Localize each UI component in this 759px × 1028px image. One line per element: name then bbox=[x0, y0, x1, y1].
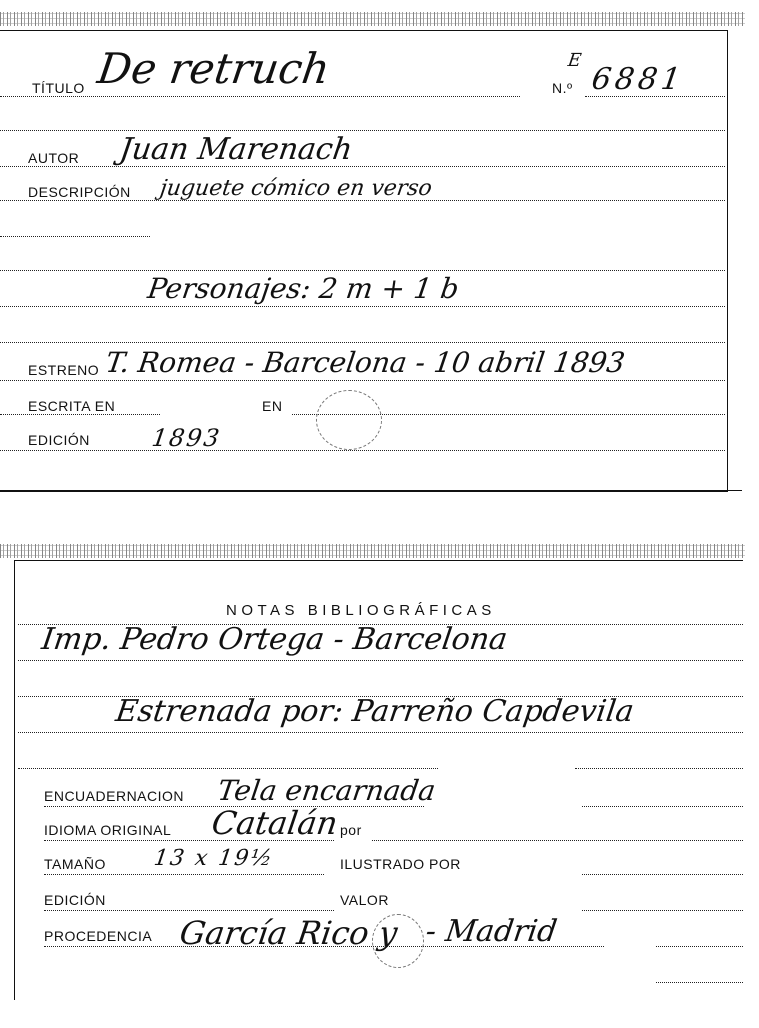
idioma-label: IDIOMA ORIGINAL bbox=[44, 822, 172, 838]
edicion2-line bbox=[44, 910, 334, 911]
stamp-mark bbox=[316, 390, 382, 450]
procedencia-value-2: - Madrid bbox=[423, 914, 560, 949]
autor-value: Juan Marenach bbox=[117, 132, 355, 167]
titulo-value: De retruch bbox=[94, 44, 333, 93]
tamano-label: TAMAÑO bbox=[44, 856, 106, 872]
autor-label: AUTOR bbox=[28, 150, 80, 166]
numero-super: E bbox=[566, 50, 583, 71]
personajes-line bbox=[0, 306, 725, 307]
estreno-value: T. Romea - Barcelona - 10 abril 1893 bbox=[103, 346, 628, 379]
nota-1: Imp. Pedro Ortega - Barcelona bbox=[39, 622, 510, 657]
descripcion-value: juguete cómico en verso bbox=[158, 176, 434, 201]
estreno-label: ESTRENO bbox=[28, 362, 100, 378]
nota-rule-3 bbox=[18, 732, 743, 733]
nota-rule-4 bbox=[18, 768, 438, 769]
nota-rule-1 bbox=[18, 660, 743, 661]
por-label: por bbox=[340, 822, 362, 838]
edicion-label: EDICIÓN bbox=[28, 432, 90, 448]
idioma-line bbox=[44, 840, 334, 841]
nota-2: Estrenada por: Parreño Capdevila bbox=[113, 694, 637, 729]
numero-line bbox=[585, 96, 725, 97]
numero-value: 6881 bbox=[589, 62, 687, 97]
procedencia-line bbox=[44, 946, 604, 947]
procedencia-line-2 bbox=[656, 982, 743, 983]
scan-edge-top bbox=[0, 12, 745, 26]
scan-edge-middle bbox=[0, 544, 745, 558]
idioma-value: Catalán bbox=[209, 804, 341, 842]
numero-label: N.º bbox=[552, 80, 573, 96]
stamp-mark-2 bbox=[372, 914, 424, 968]
autor-line bbox=[0, 166, 725, 167]
rule-3 bbox=[0, 270, 725, 271]
titulo-label: TÍTULO bbox=[32, 80, 85, 96]
edicion-line bbox=[0, 450, 725, 451]
ilustrado-label: ILUSTRADO POR bbox=[340, 856, 461, 872]
titulo-line bbox=[0, 96, 520, 97]
procedencia-label: PROCEDENCIA bbox=[44, 928, 153, 944]
personajes-value: Personajes: 2 m + 1 b bbox=[145, 272, 461, 305]
procedencia-value: García Rico y bbox=[177, 914, 400, 952]
idioma-line-b bbox=[372, 840, 743, 841]
rule-2 bbox=[0, 236, 150, 237]
encuadernacion-value: Tela encarnada bbox=[215, 774, 438, 807]
escrita-en-label: ESCRITA EN bbox=[28, 398, 116, 414]
valor-line bbox=[582, 910, 743, 911]
card-bottom-rule bbox=[0, 490, 742, 491]
escrita-line bbox=[0, 414, 160, 415]
ilustrado-line bbox=[582, 874, 743, 875]
edicion2-label: EDICIÓN bbox=[44, 892, 106, 908]
nota-rule-4b bbox=[575, 768, 743, 769]
tamano-line bbox=[44, 874, 324, 875]
encuadernacion-label: ENCUADERNACION bbox=[44, 788, 185, 804]
estreno-line bbox=[0, 380, 725, 381]
descripcion-label: DESCRIPCIÓN bbox=[28, 184, 131, 200]
edicion-value: 1893 bbox=[150, 424, 224, 452]
procedencia-line-b bbox=[656, 946, 743, 947]
valor-label: VALOR bbox=[340, 892, 389, 908]
notas-heading: NOTAS BIBLIOGRÁFICAS bbox=[226, 602, 496, 619]
en-label: EN bbox=[262, 398, 283, 414]
encuadernacion-line-b bbox=[582, 806, 743, 807]
rule-1 bbox=[0, 130, 725, 131]
rule-4 bbox=[0, 342, 725, 343]
tamano-value: 13 x 19½ bbox=[152, 846, 276, 871]
